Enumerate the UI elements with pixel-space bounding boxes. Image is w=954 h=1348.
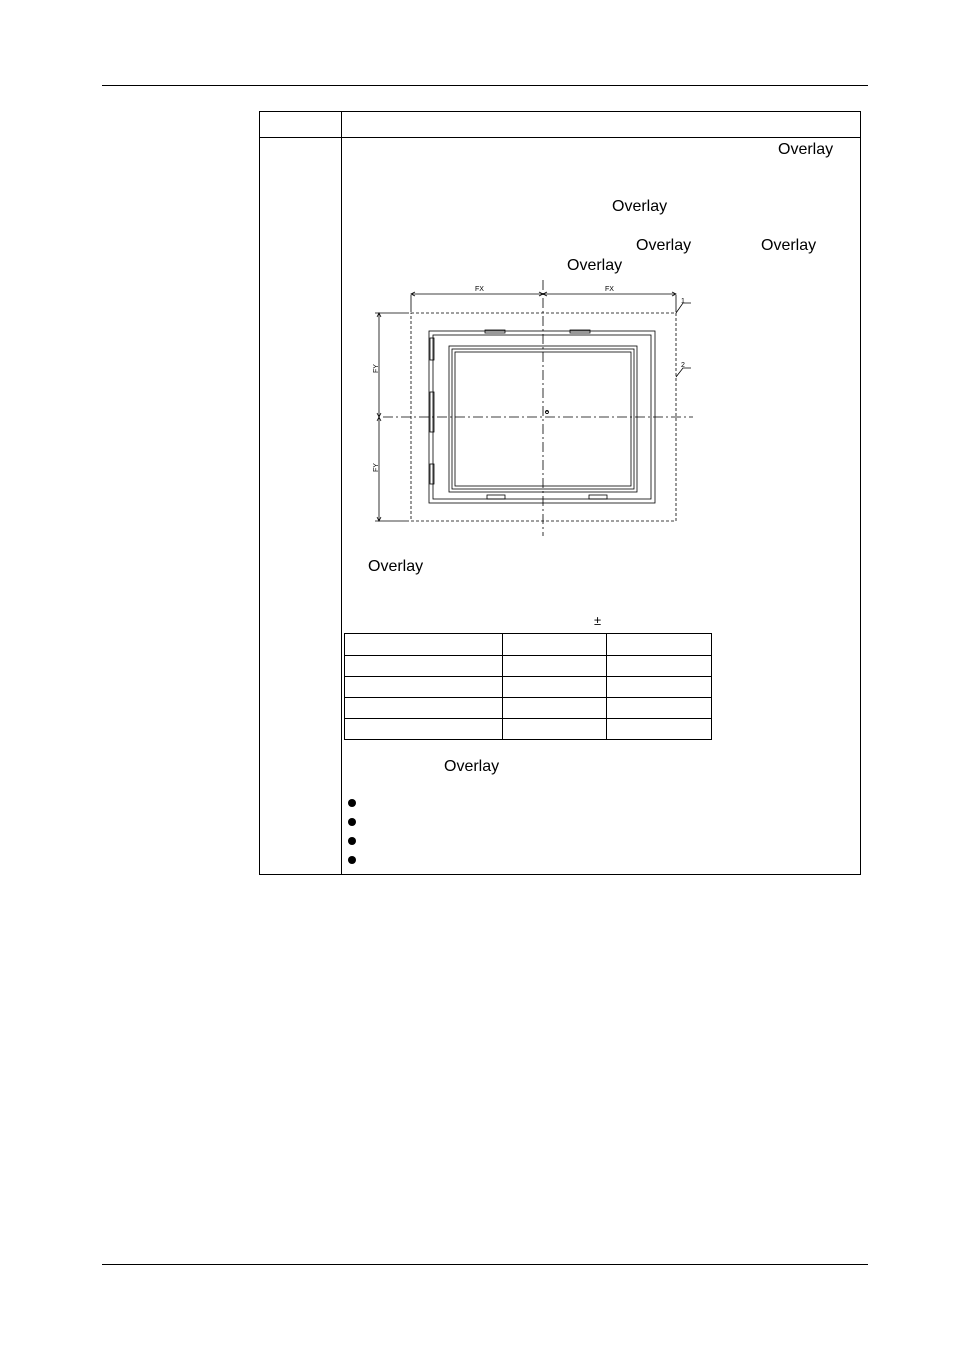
tolerance-table [344, 633, 712, 740]
dim-fx-left: FX [475, 286, 484, 293]
overlay-text-4: Overlay [761, 237, 817, 254]
dim-fx-right: FX [605, 286, 614, 293]
footer-rule [102, 1264, 868, 1265]
bullet-icon [348, 837, 356, 845]
table-row [345, 719, 712, 740]
bullet-icon [348, 856, 356, 864]
table-cell [345, 719, 503, 740]
overlay-text-6: Overlay [368, 558, 424, 575]
header-row-divider [259, 137, 861, 138]
column-divider [341, 111, 342, 875]
table-row [345, 634, 712, 656]
panel-cutout-drawing [365, 280, 705, 540]
table-cell [607, 634, 712, 656]
table-cell [503, 719, 607, 740]
table-row [345, 656, 712, 677]
table-row [345, 677, 712, 698]
table-cell [607, 719, 712, 740]
table-cell [607, 698, 712, 719]
plus-minus-symbol: ± [594, 613, 602, 628]
center-mark: e [545, 409, 549, 416]
overlay-text-2: Overlay [612, 198, 668, 215]
table-row [345, 698, 712, 719]
table-cell [345, 677, 503, 698]
table-cell [345, 634, 503, 656]
overlay-text-1: Overlay [778, 141, 834, 158]
table-cell [607, 656, 712, 677]
dim-fy-bottom: FY [373, 463, 380, 472]
table-cell [607, 677, 712, 698]
table-cell [503, 656, 607, 677]
table-cell [503, 677, 607, 698]
overlay-text-7: Overlay [444, 758, 500, 775]
bullet-icon [348, 818, 356, 826]
table-cell [503, 634, 607, 656]
header-rule [102, 85, 868, 86]
bullet-icon [348, 799, 356, 807]
table-cell [345, 698, 503, 719]
overlay-text-3: Overlay [636, 237, 692, 254]
dim-fy-top: FY [373, 364, 380, 373]
table-cell [503, 698, 607, 719]
overlay-text-5: Overlay [567, 257, 623, 274]
callout-2: 2 [681, 362, 685, 369]
table-cell [345, 656, 503, 677]
callout-1: 1 [681, 298, 685, 305]
